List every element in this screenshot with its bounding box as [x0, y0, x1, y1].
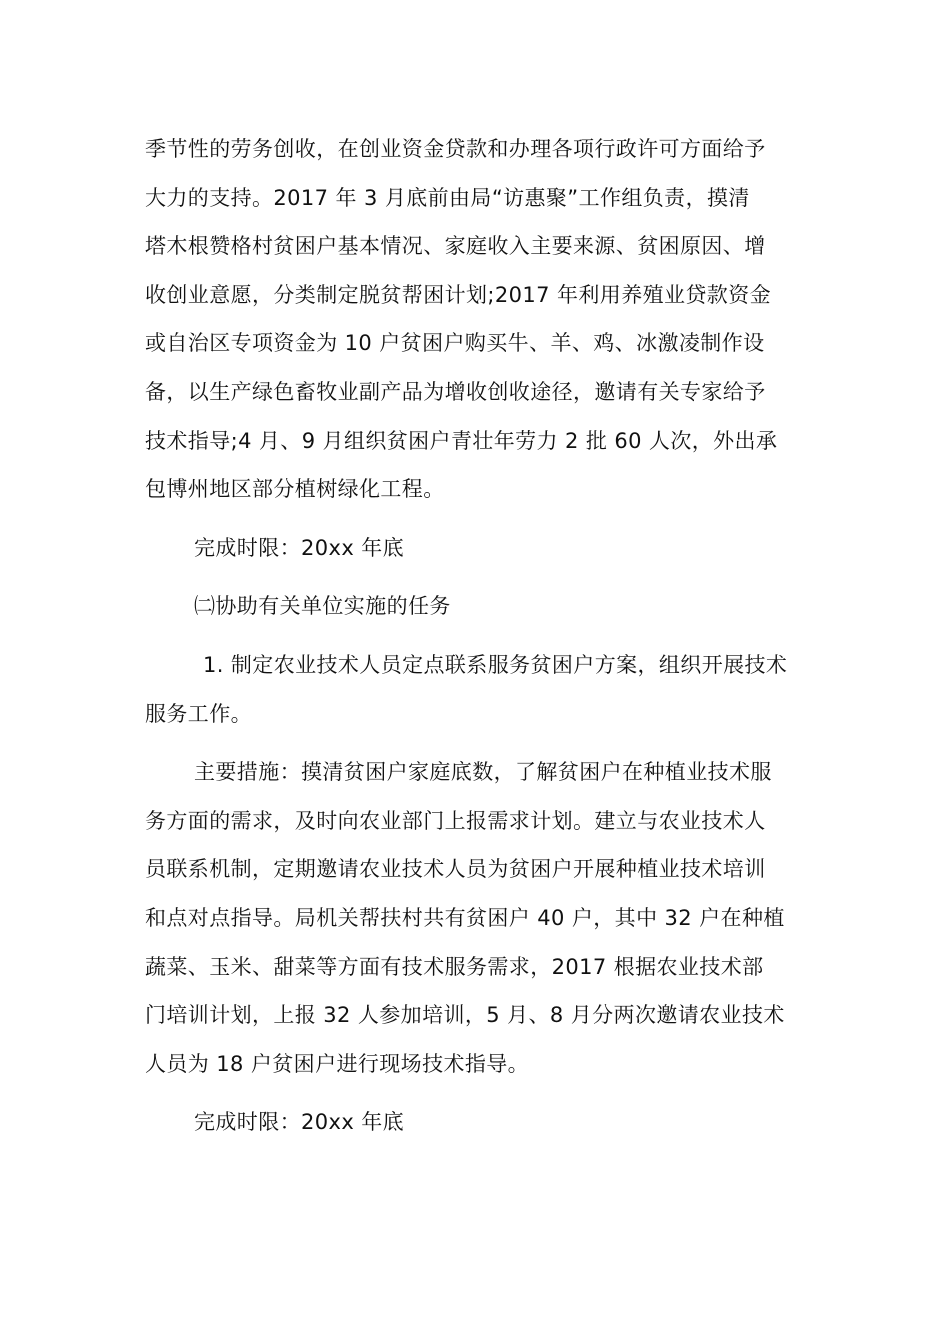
text-line: ㈡协助有关单位实施的任务 — [194, 594, 451, 619]
text-line: 完成时限：20xx 年底 — [194, 535, 405, 560]
text-line: 或自治区专项资金为 10 户贫困户购买牛、羊、鸡、冰激凌制作设 — [145, 331, 765, 356]
text-line: 蔬菜、玉米、甜菜等方面有技术服务需求，2017 根据农业技术部 — [145, 954, 764, 979]
text-line: 备，以生产绿色畜牧业副产品为增收创收途径，邀请有关专家给予 — [145, 379, 766, 404]
paragraph-gap — [145, 1088, 810, 1098]
paragraph-gap — [145, 514, 810, 524]
paragraph-deadline-1 — [145, 524, 810, 573]
text-line: 门培训计划，上报 32 人参加培训，5 月、8 月分两次邀请农业技术 — [145, 1003, 785, 1028]
text-line: 主要措施：摸清贫困户家庭底数，了解贫困户在种植业技术服 — [194, 760, 772, 785]
text-line: 和点对点指导。局机关帮扶村共有贫困户 40 户，其中 32 户在种植 — [145, 905, 785, 930]
text-line: 完成时限：20xx 年底 — [194, 1110, 405, 1135]
text-line: 收创业意愿，分类制定脱贫帮困计划;2017 年利用养殖业贷款资金 — [145, 282, 771, 307]
paragraph-gap — [145, 572, 810, 582]
text-line: 包博州地区部分植树绿化工程。 — [145, 477, 445, 502]
text-line: 技术指导;4 月、9 月组织贫困户青壮年劳力 2 批 60 人次，外出承 — [145, 428, 778, 453]
document-body — [145, 125, 810, 1147]
text-line: 务方面的需求，及时向农业部门上报需求计划。建立与农业技术人 — [145, 808, 766, 833]
text-line: 大力的支持。2017 年 3 月底前由局“访惠聚”工作组负责，摸清 — [145, 185, 750, 210]
text-line: 季节性的劳务创收，在创业资金贷款和办理各项行政许可方面给予 — [145, 137, 766, 161]
text-line: 塔木根赞格村贫困户基本情况、家庭收入主要来源、贫困原因、增 — [145, 234, 766, 259]
paragraph-deadline-2 — [145, 1098, 810, 1147]
paragraph-measures — [145, 748, 810, 1088]
section-heading — [145, 582, 810, 631]
text-line: 1. 制定农业技术人员定点联系服务贫困户方案，组织开展技术 — [203, 652, 788, 677]
text-line: 员联系机制，定期邀请农业技术人员为贫困户开展种植业技术培训 — [145, 857, 766, 882]
paragraph-gap — [145, 631, 810, 641]
paragraph-gap — [145, 738, 810, 748]
text-line: 人员为 18 户贫困户进行现场技术指导。 — [145, 1051, 530, 1076]
list-item-1 — [145, 641, 810, 738]
text-line: 服务工作。 — [145, 701, 252, 726]
paragraph-continuation — [145, 125, 810, 514]
